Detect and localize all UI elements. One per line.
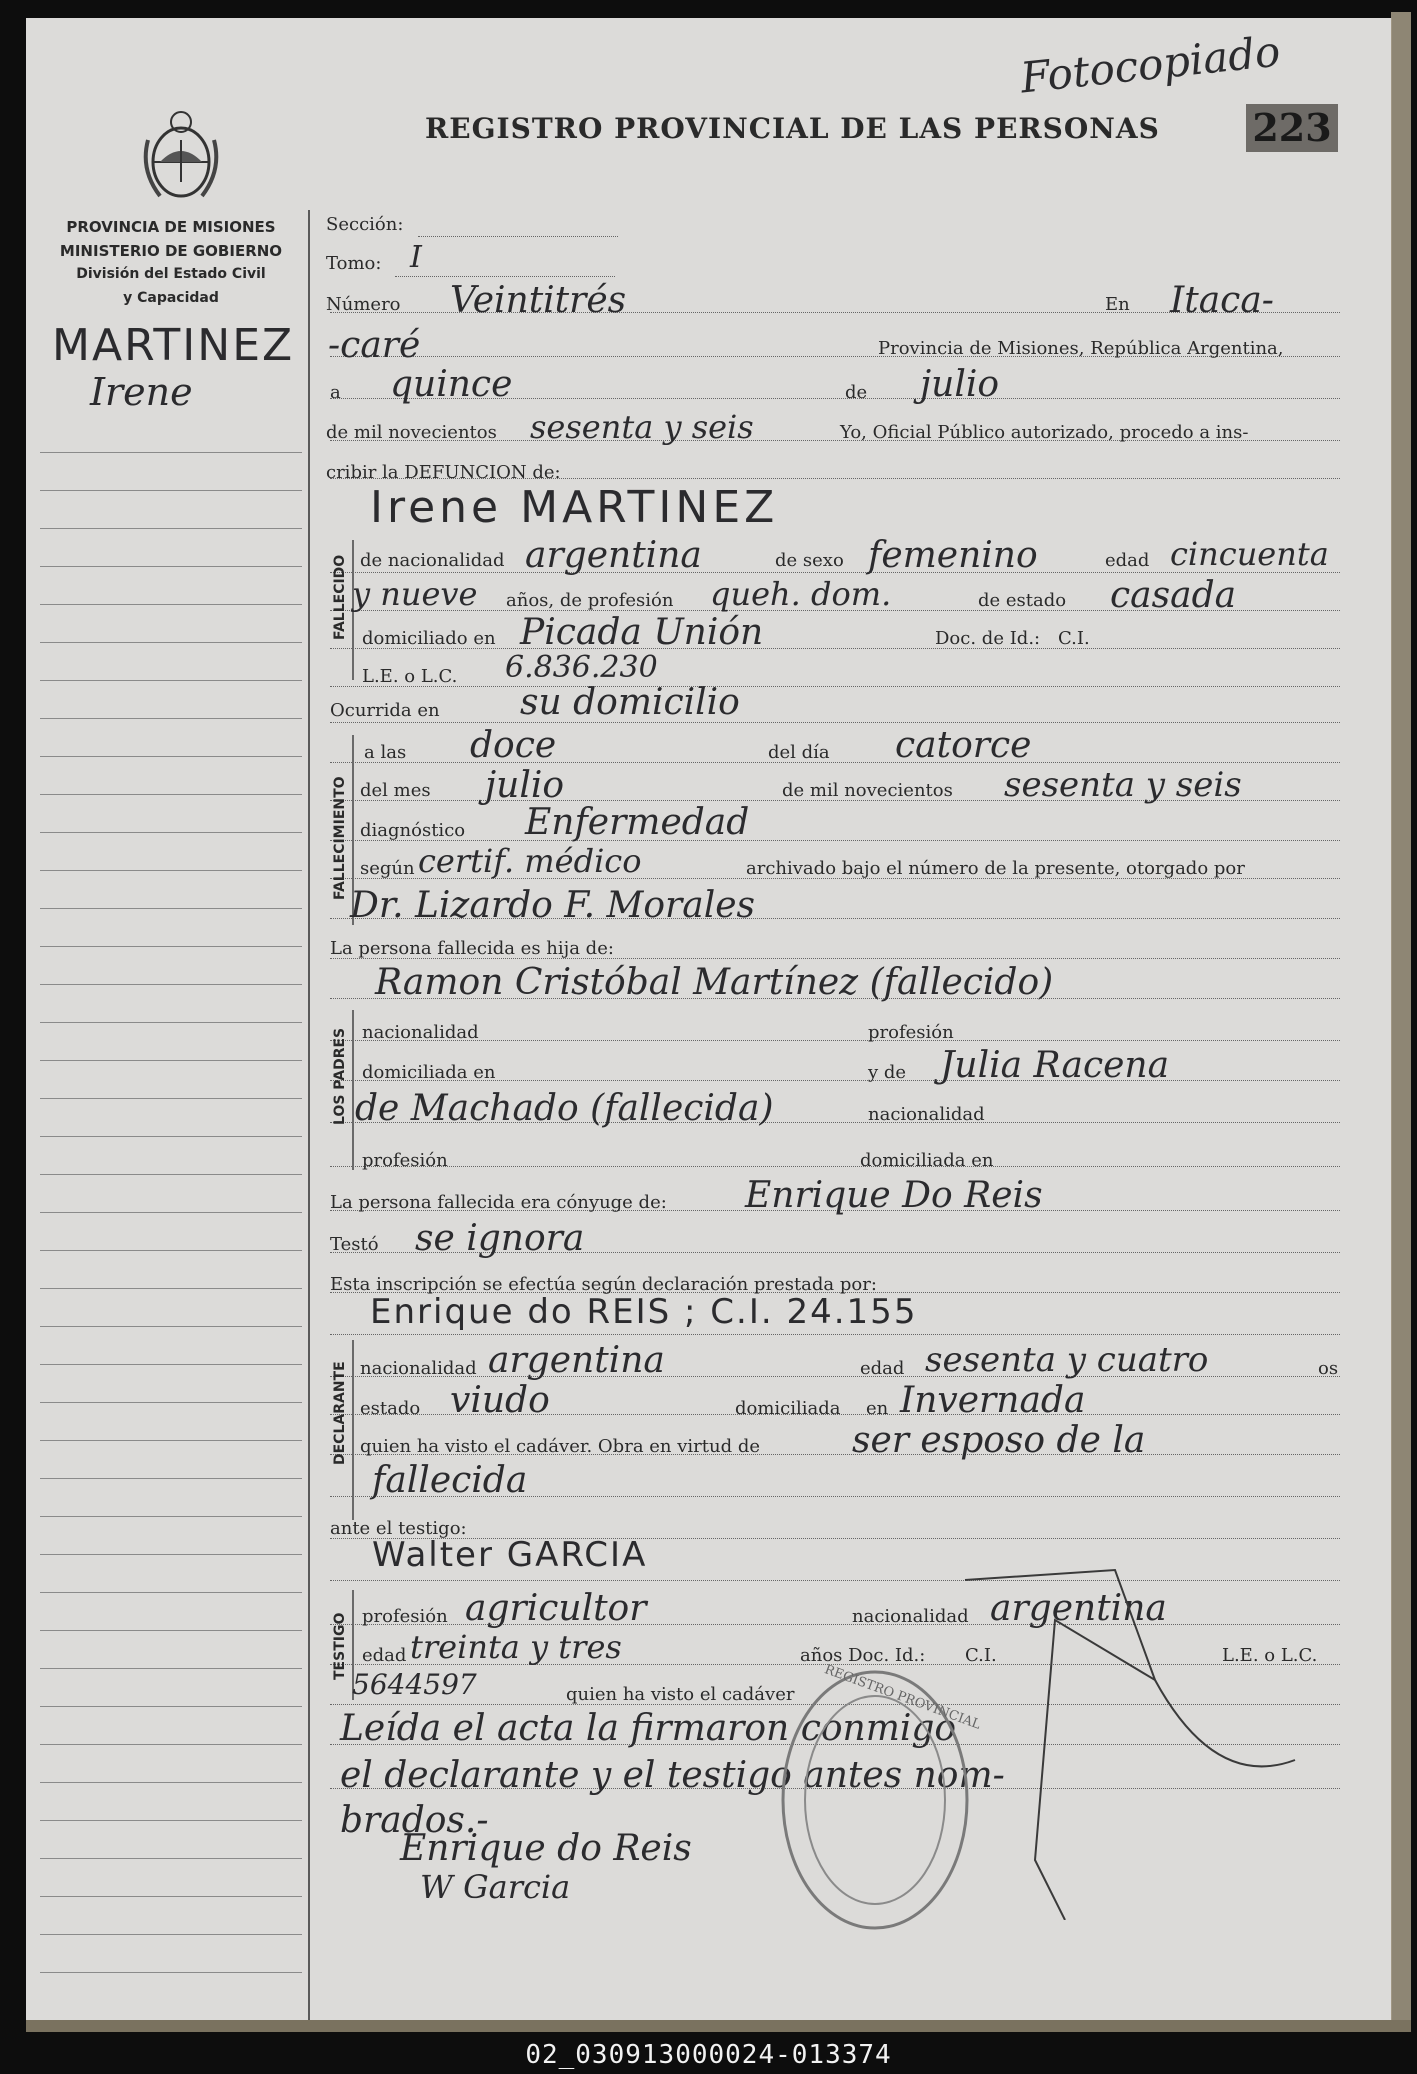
profesion-value: queh. dom. [710, 575, 892, 613]
declarante-name: Enrique do REIS ; C.I. 24.155 [370, 1292, 918, 1332]
margin-rule [40, 566, 302, 567]
tomo-line [395, 276, 615, 277]
de-label: de [845, 382, 868, 403]
coat-of-arms-icon [140, 100, 222, 208]
margin-rule [40, 908, 302, 909]
sexo-value: femenino [868, 535, 1038, 576]
madre-nacionalidad-label: nacionalidad [868, 1104, 985, 1125]
form-rule [330, 722, 1340, 723]
testo-label: Testó [330, 1234, 379, 1255]
padre-domiciliada-label: domiciliada en [362, 1062, 496, 1083]
margin-rule [40, 1288, 302, 1289]
margin-rule [40, 1744, 302, 1745]
margin-rule [40, 1554, 302, 1555]
issuer-line-2: MINISTERIO DE GOBIERNO [59, 242, 283, 260]
padre-value: Ramon Cristóbal Martínez (fallecido) [375, 962, 1054, 1003]
declarante-signature: Enrique do Reis [400, 1828, 692, 1869]
form-rule [330, 1040, 1340, 1041]
margin-rule [40, 1820, 302, 1821]
declarante-estado-label: estado [360, 1398, 421, 1419]
segun-value: certif. médico [418, 842, 642, 880]
padre-profesion-label: profesión [868, 1022, 954, 1043]
a-las-label: a las [364, 742, 407, 763]
margin-rule [40, 1516, 302, 1517]
testigo-edad-label: edad [362, 1645, 407, 1666]
page-title: REGISTRO PROVINCIAL DE LAS PERSONAS [425, 112, 1160, 145]
testigo-edad-value: treinta y tres [410, 1628, 622, 1666]
day-value: quince [390, 364, 513, 405]
archivado-text: archivado bajo el número de la presente, otorgado por [746, 858, 1245, 879]
sexo-label: de sexo [775, 550, 844, 571]
margin-rule [40, 1934, 302, 1935]
testigo-profesion-label: profesión [362, 1606, 448, 1627]
book-bottom-edge [26, 2020, 1411, 2032]
folio-number: 223 [1246, 104, 1338, 152]
margin-rule [40, 604, 302, 605]
declarante-edad-suffix: os [1318, 1358, 1339, 1379]
domicilio-value: Picada Unión [520, 612, 764, 653]
issuer-line-3: División del Estado Civil [76, 266, 266, 282]
ocurrida-label: Ocurrida en [330, 700, 440, 721]
testigo-doc-value: C.I. [965, 1645, 997, 1666]
del-dia-label: del día [768, 742, 830, 763]
declarante-obra-value-1: ser esposo de la [852, 1420, 1146, 1461]
ocurrida-value: su domicilio [520, 682, 740, 723]
padres-section-label: LOS PADRES [332, 1027, 348, 1125]
declarante-quien-text: quien ha visto el cadáver. Obra en virtud de [360, 1436, 761, 1457]
madre-profesion-label: profesión [362, 1150, 448, 1171]
padres-bracket [352, 1010, 354, 1170]
edad-value-2: y nueve [352, 575, 478, 613]
margin-rule [40, 1782, 302, 1783]
margin-surname: MARTINEZ [52, 320, 295, 371]
numero-value: Veintitrés [450, 280, 627, 321]
domiciliado-label: domiciliado en [362, 628, 496, 649]
form-rule [330, 840, 1340, 841]
declarante-en-label: en [866, 1398, 889, 1419]
tomo-value: I [410, 240, 422, 275]
place-value-2: -caré [328, 325, 421, 366]
estado-label: de estado [978, 590, 1067, 611]
closing-line-2: el declarante y el testigo antes nom- [340, 1755, 1005, 1796]
y-de-label: y de [868, 1062, 907, 1083]
margin-rule [40, 1136, 302, 1137]
form-rule [330, 686, 1340, 687]
margin-rule [40, 528, 302, 529]
del-mes-label: del mes [360, 780, 431, 801]
madre-value-1: Julia Racena [940, 1045, 1170, 1086]
conyuge-value: Enrique Do Reis [745, 1175, 1043, 1216]
margin-rule [40, 832, 302, 833]
testigo-nacionalidad-value: argentina [990, 1588, 1167, 1629]
conyuge-label: La persona fallecida era cónyuge de: [330, 1192, 667, 1213]
declarante-nacionalidad-label: nacionalidad [360, 1358, 477, 1379]
issuer-line-4: y Capacidad [123, 290, 219, 306]
estado-value: casada [1110, 575, 1237, 616]
declarante-edad-value: sesenta y cuatro [925, 1340, 1209, 1380]
closing-line-3: brados.- [340, 1800, 489, 1841]
form-rule [330, 1166, 1340, 1167]
margin-rule [40, 1706, 302, 1707]
margin-rule [40, 490, 302, 491]
margin-rule [40, 1668, 302, 1669]
numero-label: Número [326, 294, 401, 315]
margin-rule [40, 1212, 302, 1213]
madre-domiciliada-label: domiciliada en [860, 1150, 994, 1171]
document-code: 02_030913000024-013374 [525, 2040, 892, 2070]
ano-value: sesenta y seis [1004, 765, 1242, 805]
declarante-edad-label: edad [860, 1358, 905, 1379]
seccion-label: Sección: [326, 214, 404, 235]
margin-rule [40, 1326, 302, 1327]
testigo-profesion-value: agricultor [465, 1588, 647, 1629]
official-signature-icon [955, 1560, 1318, 1920]
testo-value: se ignora [415, 1218, 585, 1259]
seccion-line [418, 236, 618, 237]
margin-rule [40, 1630, 302, 1631]
testigo-le-lc-label: L.E. o L.C. [1222, 1645, 1318, 1666]
margin-rule [40, 1478, 302, 1479]
cribir-text: cribir la DEFUNCION de: [326, 462, 561, 483]
margin-given-name: Irene [90, 370, 193, 414]
padre-nacionalidad-label: nacionalidad [362, 1022, 479, 1043]
margin-rule [40, 1060, 302, 1061]
fallecimiento-section-label: FALLECIMIENTO [332, 776, 348, 900]
place-value-1: Itaca- [1170, 280, 1274, 321]
de-mil-label: de mil novecientos [326, 422, 497, 443]
margin-rule [40, 756, 302, 757]
en-label: En [1105, 294, 1130, 315]
hija-label: La persona fallecida es hija de: [330, 938, 614, 959]
doc-label: Doc. de Id.: [935, 628, 1041, 649]
margin-rule [40, 946, 302, 947]
testigo-section-label: TESTIGO [332, 1612, 348, 1680]
fallecido-name: Irene MARTINEZ [370, 482, 779, 533]
diagnostico-value: Enfermedad [525, 802, 750, 843]
declarante-domicilio-value: Invernada [900, 1380, 1086, 1421]
edad-value-1: cincuenta [1170, 535, 1329, 573]
seal-text: REGISTRO PROVINCIAL [822, 1662, 983, 1733]
mes-value: julio [485, 765, 565, 806]
provincia-text: Provincia de Misiones, República Argentina, [878, 338, 1284, 359]
book-cover-edge [1391, 12, 1411, 2022]
margin-rule [40, 1440, 302, 1441]
segun-label: según [360, 858, 415, 879]
hora-value: doce [470, 725, 557, 766]
declarante-section-label: DECLARANTE [332, 1361, 348, 1465]
margin-rule [40, 718, 302, 719]
margin-rule [40, 680, 302, 681]
margin-rule [40, 794, 302, 795]
testigo-id-value: 5644597 [352, 1668, 477, 1701]
fallecido-section-label: FALLECIDO [332, 554, 348, 640]
declarante-nacionalidad-value: argentina [488, 1340, 665, 1381]
closing-line-1: Leída el acta la firmaron conmigo [340, 1708, 957, 1749]
declarante-obra-value-2: fallecida [372, 1460, 528, 1501]
testigo-ante-label: ante el testigo: [330, 1518, 467, 1539]
month-value: julio [920, 364, 1000, 405]
testigo-name: Walter GARCIA [372, 1535, 648, 1575]
testigo-nacionalidad-label: nacionalidad [852, 1606, 969, 1627]
testigo-anos-doc-label: años Doc. Id.: [800, 1645, 926, 1666]
tomo-label: Tomo: [326, 253, 382, 274]
margin-rule [40, 1858, 302, 1859]
declarante-intro: Esta inscripción se efectúa según declaración prestada por: [330, 1274, 877, 1295]
le-lc-value: 6.836.230 [505, 650, 658, 685]
dia-value: catorce [895, 725, 1032, 766]
margin-rule [40, 1022, 302, 1023]
margin-rule [40, 1250, 302, 1251]
diagnostico-label: diagnóstico [360, 820, 466, 841]
madre-value-2: de Machado (fallecida) [355, 1088, 774, 1129]
fallec-de-mil-label: de mil novecientos [782, 780, 953, 801]
margin-rule [40, 1592, 302, 1593]
year-value: sesenta y seis [530, 408, 754, 446]
testigo-quien-text: quien ha visto el cadáver [566, 1684, 795, 1705]
margin-divider [308, 210, 310, 2020]
form-rule [330, 1334, 1340, 1335]
declarante-bracket [352, 1340, 354, 1520]
anos-profesion-label: años, de profesión [506, 590, 674, 611]
edad-label: edad [1105, 550, 1150, 571]
declarante-domiciliada-label: domiciliada [735, 1398, 841, 1419]
margin-rule [40, 1972, 302, 1973]
margin-rule [40, 452, 302, 453]
margin-rule [40, 642, 302, 643]
margin-rule [40, 1364, 302, 1365]
issuer-line-1: PROVINCIA DE MISIONES [66, 218, 276, 236]
margin-rule [40, 870, 302, 871]
photocopy-annotation: Fotocopiado [1018, 26, 1283, 103]
margin-rule [40, 1098, 302, 1099]
le-lc-label: L.E. o L.C. [362, 666, 458, 687]
margin-rule [40, 984, 302, 985]
nacionalidad-label: de nacionalidad [360, 550, 505, 571]
margin-rule [40, 1402, 302, 1403]
doc-value: C.I. [1058, 628, 1090, 649]
declarante-estado-value: viudo [450, 1380, 550, 1421]
margin-rule [40, 1896, 302, 1897]
a-label: a [330, 382, 341, 403]
medico-value: Dr. Lizardo F. Morales [350, 885, 755, 926]
margin-rule [40, 1174, 302, 1175]
testigo-signature: W Garcia [420, 1868, 571, 1906]
oficial-text: Yo, Oficial Público autorizado, procedo a ins- [840, 422, 1249, 443]
nacionalidad-value: argentina [525, 535, 702, 576]
